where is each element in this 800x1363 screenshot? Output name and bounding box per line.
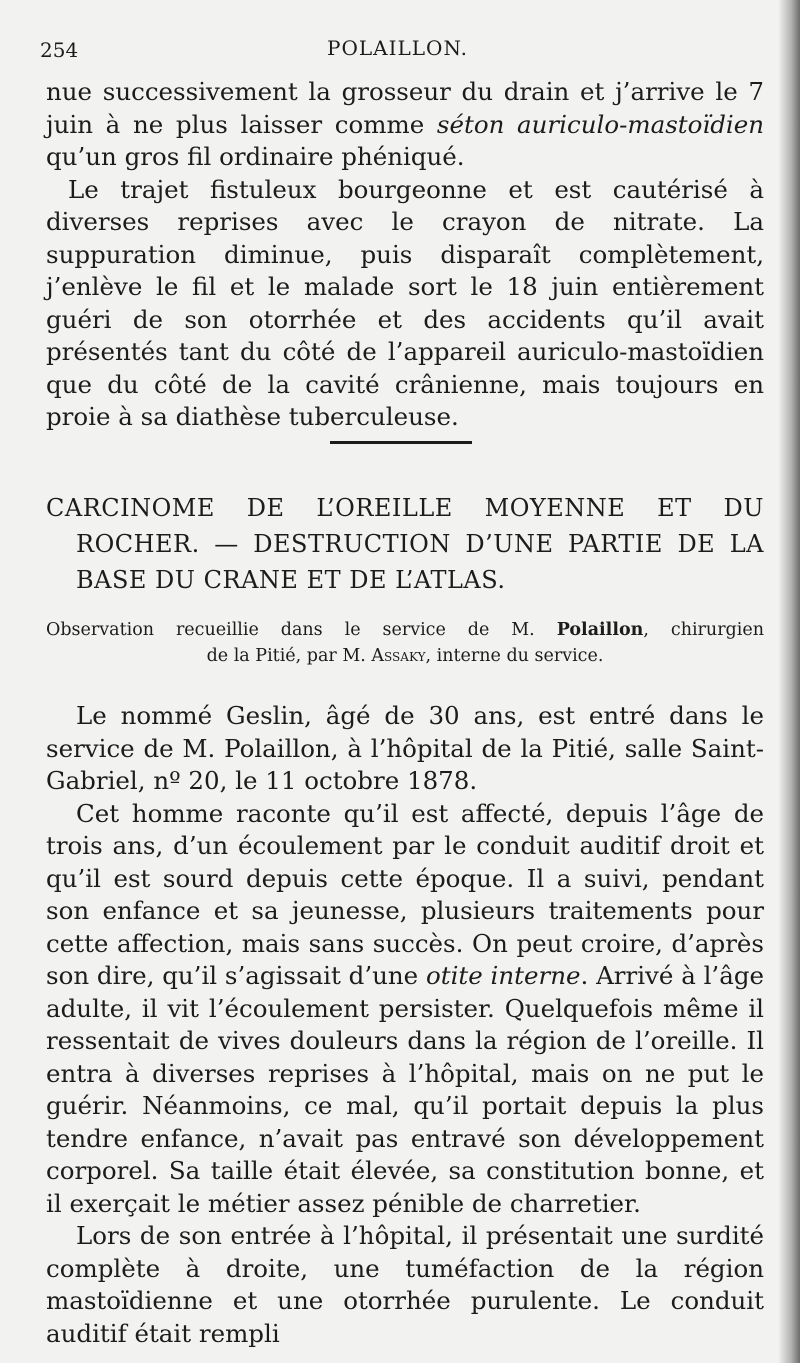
running-head: POLAILLON. [327, 36, 469, 60]
paragraph-text: . Arrivé à l’âge adulte, il vit l’écoulement persister. Quelquefois même il ressentait de vives douleurs dans la région de l’oreille. Il entra à diverses reprises à l’hôpital, mais on ne put le guérir. Néanmoins, ce mal, qu’il portait depuis la plus tendre enfance, n’avait pas entravé son développement corporel. Sa taille était élevée, sa constitution bonne, et il exerçait le métier assez pénible de charretier. [46, 961, 765, 1218]
article-body [46, 700, 764, 1350]
paragraph: Le nommé Geslin, âgé de 30 ans, est entré dans le service de M. Polaillon, à l’hôpital de la Pitié, salle Saint-Gabriel, nº 20, le 11 octobre 1878. [46, 701, 764, 795]
paragraph [46, 76, 764, 174]
title-line-3: BASE DU CRANE ET DE L’ATLAS. [76, 566, 506, 594]
page-gutter-shadow [778, 0, 800, 1363]
paragraph [46, 798, 764, 1221]
section-divider [330, 441, 472, 444]
emphasis-text: séton auriculo-mastoïdien [436, 109, 764, 139]
byline-line-2 [46, 643, 764, 669]
title-line-2: ROCHER. — DESTRUCTION D’UNE PARTIE DE LA [76, 530, 764, 558]
byline-text: , chirurgien [643, 620, 764, 640]
paragraph: Le trajet fistuleux bourgeonne et est cautérisé à diverses reprises avec le crayon de nitrate. La suppuration diminue, puis disparaît complètement, j’enlève le fil et le malade sort le 18 juin entièrement guéri de son otorrhée et des accidents qu’il avait présentés tant du côté de l’appareil auriculo-mastoïdien que du côté de la cavité crânienne, mais toujours en proie à sa diathèse tuberculeuse. [46, 174, 764, 431]
paragraph-text: qu’un gros fil ordinaire phéniqué. [46, 142, 465, 171]
paragraph: Lors de son entrée à l’hôpital, il présentait une surdité complète à droite, une tuméfaction de la région mastoïdienne et une otorrhée purulente. Le conduit auditif était rempli [46, 1221, 764, 1348]
article-title [46, 490, 764, 598]
title-line-1: CARCINOME DE L’OREILLE MOYENNE ET DU [46, 494, 764, 522]
byline-line-1 [46, 617, 764, 643]
page-number: 254 [40, 38, 79, 62]
paragraph-text: nue successivement la grosseur du drain et j’arrive le 7 juin à ne plus laisser comme [46, 77, 764, 139]
byline-text: , interne du service. [425, 646, 604, 666]
byline-text: Observation recueillie dans le service de M. [46, 620, 557, 640]
intern-name: Assaky [371, 646, 426, 666]
byline-text: de la Pitié, par M. [206, 646, 372, 666]
observation-byline [46, 617, 764, 669]
emphasis-text: otite interne [425, 961, 581, 990]
author-name: Polaillon [556, 620, 644, 640]
previous-article-end [46, 76, 764, 434]
paragraph-text: Cet homme raconte qu’il est affecté, depuis l’âge de trois ans, d’un écoulement par le conduit auditif droit et qu’il est sourd depuis cette époque. Il a suivi, pendant son enfance et sa jeunesse, plusieurs traitements pour cette affection, mais sans succès. On peut croire, d’après son dire, qu’il s’agissait d’une [46, 798, 764, 990]
